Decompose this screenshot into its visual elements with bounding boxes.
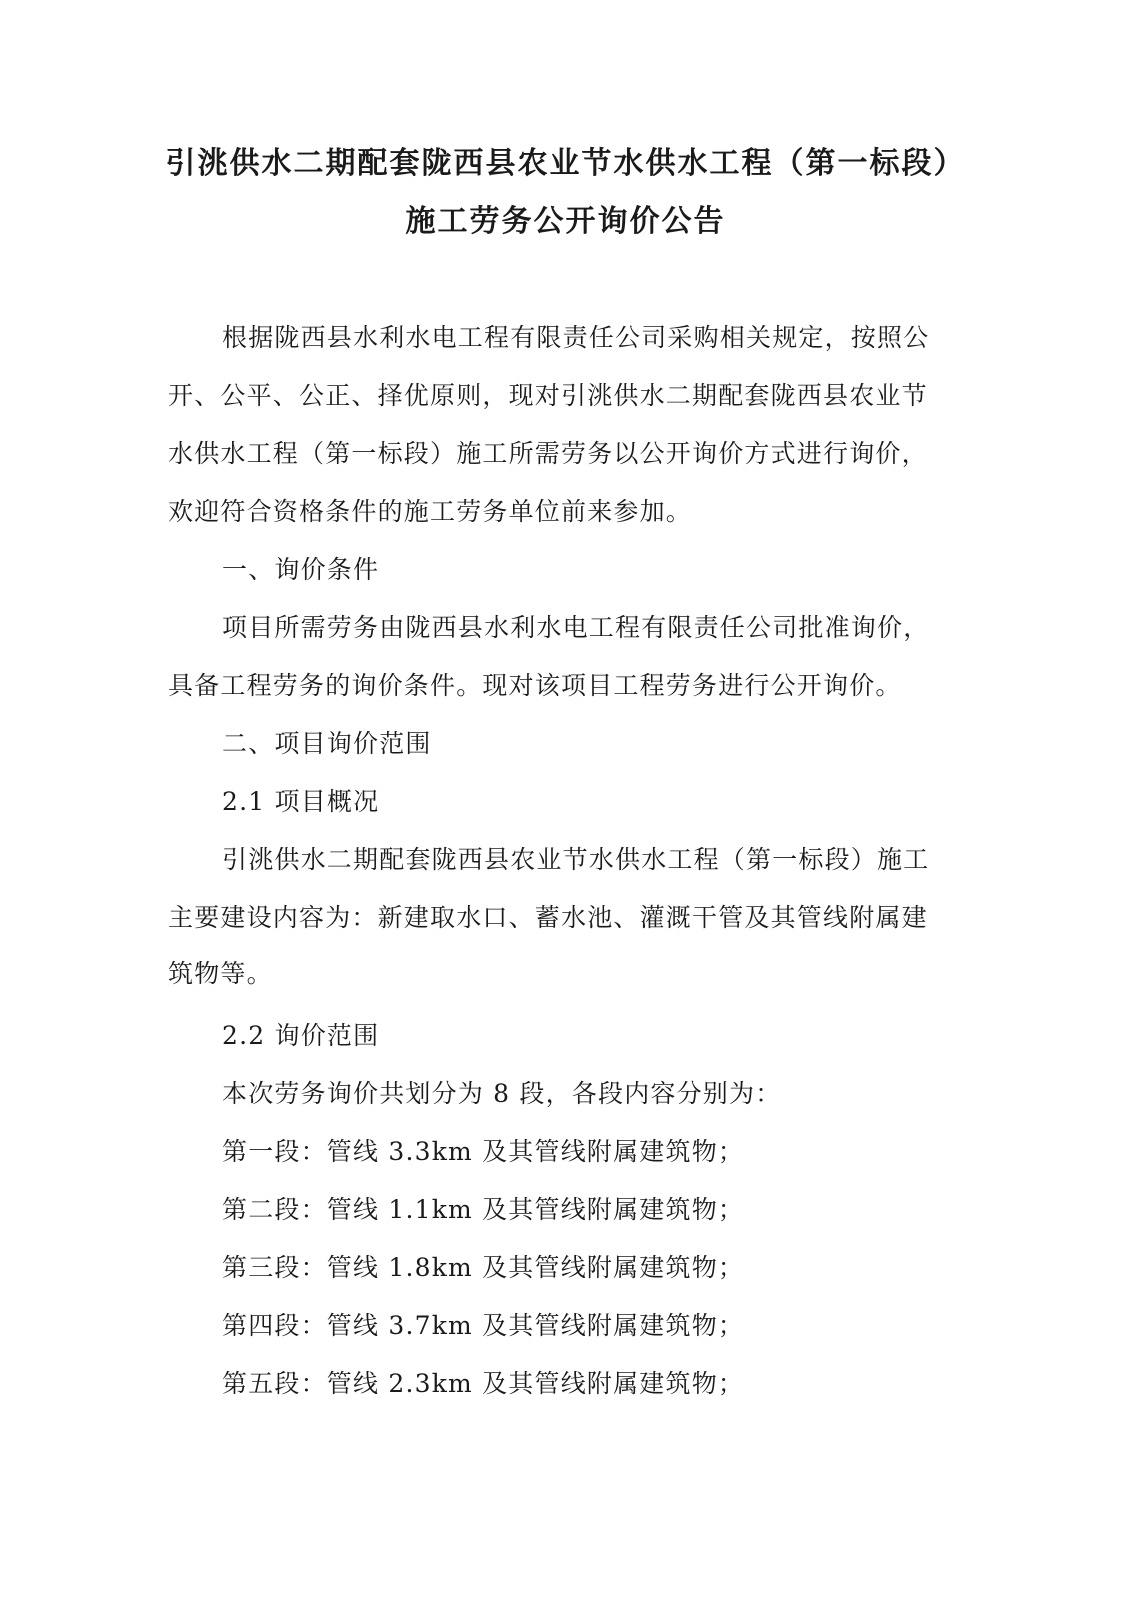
section-1-text-line-1: 项目所需劳务由陇西县水利水电工程有限责任公司批准询价， bbox=[222, 613, 930, 642]
subsection-2-1-heading: 2.1 项目概况 bbox=[222, 787, 380, 816]
section-1-text-line-2: 具备工程劳务的询价条件。现对该项目工程劳务进行公开询价。 bbox=[168, 671, 902, 700]
segment-item: 第四段：管线 3.7km 及其管线附属建筑物； bbox=[222, 1311, 745, 1340]
segment-item: 第三段：管线 1.8km 及其管线附属建筑物； bbox=[222, 1253, 745, 1282]
document-title-line-1: 引洮供水二期配套陇西县农业节水供水工程（第一标段） bbox=[165, 146, 966, 181]
intro-line-2: 开、公平、公正、择优原则，现对引洮供水二期配套陇西县农业节 bbox=[168, 381, 928, 410]
subsection-2-1-text-line-1: 引洮供水二期配套陇西县农业节水供水工程（第一标段）施工 bbox=[222, 845, 930, 874]
segment-item: 第一段：管线 3.3km 及其管线附属建筑物； bbox=[222, 1137, 745, 1166]
subsection-2-1-text-line-3: 筑物等。 bbox=[168, 959, 273, 988]
intro-line-1: 根据陇西县水利水电工程有限责任公司采购相关规定，按照公 bbox=[222, 323, 930, 352]
segment-item: 第二段：管线 1.1km 及其管线附属建筑物； bbox=[222, 1195, 745, 1224]
section-2-heading: 二、项目询价范围 bbox=[222, 729, 432, 758]
subsection-2-2-heading: 2.2 询价范围 bbox=[222, 1021, 380, 1050]
document-title-line-2: 施工劳务公开询价公告 bbox=[405, 204, 726, 239]
subsection-2-1-text-line-2: 主要建设内容为：新建取水口、蓄水池、灌溉干管及其管线附属建 bbox=[168, 903, 928, 932]
section-1-heading: 一、询价条件 bbox=[222, 555, 380, 584]
segment-item: 第五段：管线 2.3km 及其管线附属建筑物； bbox=[222, 1369, 745, 1398]
intro-line-3: 水供水工程（第一标段）施工所需劳务以公开询价方式进行询价， bbox=[168, 439, 928, 468]
subsection-2-2-intro: 本次劳务询价共划分为 8 段，各段内容分别为： bbox=[222, 1079, 782, 1108]
intro-line-4: 欢迎符合资格条件的施工劳务单位前来参加。 bbox=[168, 497, 693, 526]
